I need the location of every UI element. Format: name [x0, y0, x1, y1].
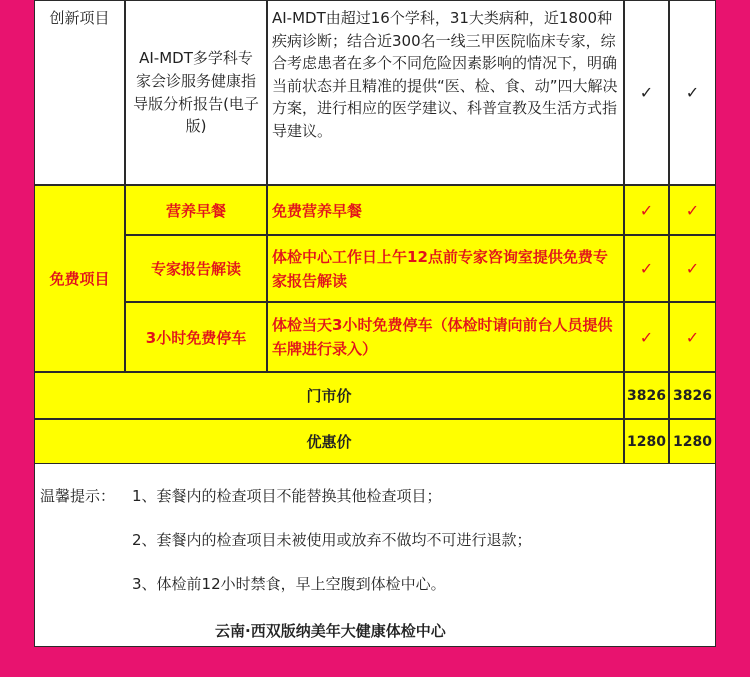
free-item-description-cell: [267, 185, 624, 235]
discount-price-b: 1280: [673, 433, 712, 450]
free-item-name: 3小时免费停车: [145, 328, 247, 347]
tip-line: 1、套餐内的检查项目不能替换其他检查项目；: [132, 487, 442, 505]
checkmark-icon: ✓: [685, 327, 700, 347]
tips-prefix: 温馨提示：: [40, 487, 116, 505]
free-check-a-cell: [624, 302, 669, 372]
market-price-b-cell: [669, 372, 716, 419]
innovation-category-cell: [34, 0, 125, 185]
discount-price-label-cell: [34, 419, 624, 464]
innovation-item-cell: [125, 0, 267, 185]
free-category: 免费项目: [49, 270, 110, 288]
free-item-description: 体检当天3小时免费停车（体检时请向前台人员提供车牌进行录入）: [272, 316, 613, 358]
discount-price-a-cell: [624, 419, 669, 464]
tip-line: 2、套餐内的检查项目未被使用或放弃不做均不可进行退款；: [132, 531, 532, 549]
market-price-b: 3826: [673, 387, 712, 404]
free-item-name: 专家报告解读: [150, 260, 241, 278]
discount-price-b-cell: [669, 419, 716, 464]
free-check-a-cell: [624, 185, 669, 235]
checkmark-icon: ✓: [685, 259, 700, 278]
free-check-b-cell: [669, 302, 716, 372]
market-price-a: 3826: [627, 387, 666, 404]
innovation-check-a-cell: [624, 0, 669, 185]
free-item-description: 体检中心工作日上午12点前专家咨询室提供免费专家报告解读: [272, 247, 608, 290]
free-item-name-cell: [125, 185, 267, 235]
free-item-name: 营养早餐: [165, 201, 226, 220]
discount-price-label: 优惠价: [306, 433, 352, 451]
innovation-description: AI-MDT由超过16个学科，31大类病种，近1800种疾病诊断；结合近300名一线三甲医院临床专家，综合考虑患者在多个不同危险因素影响的情况下，明确当前状态并且精准的提供“医、检、食、动”四大解决方案，进行相应的医学建议、科普宣教及生活方式指导建议。: [272, 9, 618, 140]
center-name-footer: 云南·西双版纳美年大健康体检中心: [215, 622, 446, 640]
market-price-a-cell: [624, 372, 669, 419]
package-table: [34, 0, 716, 647]
free-check-b-cell: [669, 185, 716, 235]
tip-line: 3、体检前12小时禁食，早上空腹到体检中心。: [132, 575, 446, 593]
free-item-name-cell: [125, 235, 267, 302]
market-price-label-cell: [34, 372, 624, 419]
checkmark-icon: ✓: [639, 83, 654, 102]
tips-section: [34, 463, 716, 647]
free-item-description-cell: [267, 235, 624, 302]
checkmark-icon: ✓: [685, 200, 700, 220]
checkmark-icon: ✓: [639, 259, 654, 278]
free-item-name-cell: [125, 302, 267, 372]
free-check-a-cell: [624, 235, 669, 302]
innovation-description-cell: [267, 0, 624, 185]
free-check-b-cell: [669, 235, 716, 302]
free-item-description: 免费营养早餐: [272, 201, 363, 220]
innovation-check-b-cell: [669, 0, 716, 185]
free-item-description-cell: [267, 302, 624, 372]
free-category-cell: [34, 185, 125, 372]
checkmark-icon: ✓: [639, 200, 654, 220]
market-price-label: 门市价: [306, 387, 352, 405]
innovation-category: 创新项目: [49, 9, 110, 27]
checkmark-icon: ✓: [639, 327, 654, 347]
discount-price-a: 1280: [627, 433, 666, 450]
innovation-item: AI-MDT多学科专家会诊服务健康指导版分析报告(电子版): [133, 49, 259, 136]
checkmark-icon: ✓: [685, 83, 700, 102]
